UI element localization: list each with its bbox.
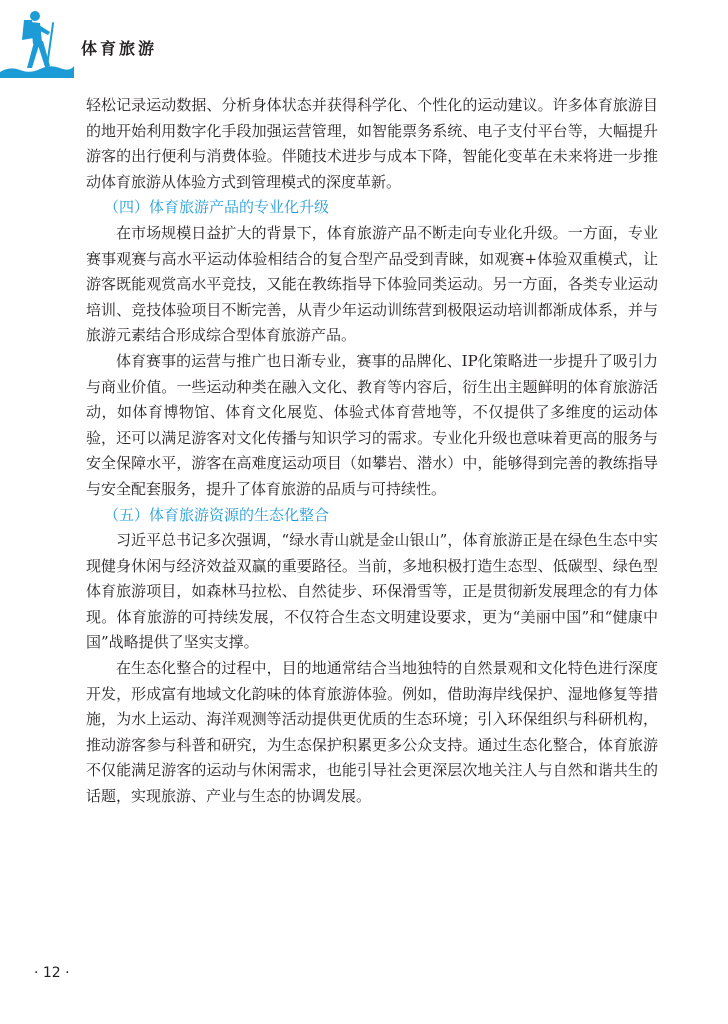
- hiker-icon: [0, 2, 74, 78]
- paragraph: 在生态化整合的过程中，目的地通常结合当地独特的自然景观和文化特色进行深度开发，形成富有地域文化韵味的体育旅游体验。例如，借助海岸线保护、湿地修复等措施，为水上运动、海洋观测等活动提供更优质的生态环境；引入环保组织与科研机构，推动游客参与科普和研究，为生态保护积累更多公众支持。通过生态化整合，体育旅游不仅能满足游客的运动与休闲需求，也能引导社会更深层次地关注人与自然和谐共生的话题，实现旅游、产业与生态的协调发展。: [86, 659, 658, 806]
- paragraph: 在市场规模日益扩大的背景下，体育旅游产品不断走向专业化升级。一方面，专业赛事观赛与高水平运动体验相结合的复合型产品受到青睐，如观赛+体验双重模式，让游客既能观赏高水平竞技，又能在教练指导下体验同类运动。另一方面，各类专业运动培训、竞技体验项目不断完善，从青少年运动训练营到极限运动培训都渐成体系，并与旅游元素结合形成综合型体育旅游产品。: [86, 223, 658, 345]
- page-number: · 12 ·: [34, 965, 70, 981]
- header-title: 体育旅游: [81, 39, 158, 58]
- page-header: [0, 0, 728, 80]
- section-heading: （四）体育旅游产品的专业化升级: [104, 198, 330, 217]
- main-content: [86, 93, 658, 810]
- paragraph: 习近平总书记多次强调，“绿水青山就是金山银山”，体育旅游正是在绿色生态中实现健身休闲与经济效益双赢的重要路径。当前，多地积极打造生态型、低碳型、绿色型体育旅游项目，如森林马拉松、自然徒步、环保滑雪等，正是贯彻新发展理念的有力体现。体育旅游的可持续发展，不仅符合生态文明建设要求，更为“美丽中国”和“健康中国”战略提供了坚实支撑。: [86, 531, 658, 652]
- paragraph: 轻松记录运动数据、分析身体状态并获得科学化、个性化的运动建议。许多体育旅游目的地开始利用数字化手段加强运营管理，如智能票务系统、电子支付平台等，大幅提升游客的出行便利与消费体验。伴随技术进步与成本下降，智能化变革在未来将进一步推动体育旅游从体验方式到管理模式的深度革新。: [86, 96, 658, 191]
- paragraph: 体育赛事的运营与推广也日渐专业，赛事的品牌化、IP化策略进一步提升了吸引力与商业价值。一些运动种类在融入文化、教育等内容后，衍生出主题鲜明的体育旅游活动，如体育博物馆、体育文化展览、体验式体育营地等，不仅提供了多维度的运动体验，还可以满足游客对文化传播与知识学习的需求。专业化升级也意味着更高的服务与安全保障水平，游客在高难度运动项目（如攀岩、潜水）中，能够得到完善的教练指导与安全配套服务，提升了体育旅游的品质与可持续性。: [86, 351, 658, 498]
- section-heading: （五）体育旅游资源的生态化整合: [104, 505, 330, 524]
